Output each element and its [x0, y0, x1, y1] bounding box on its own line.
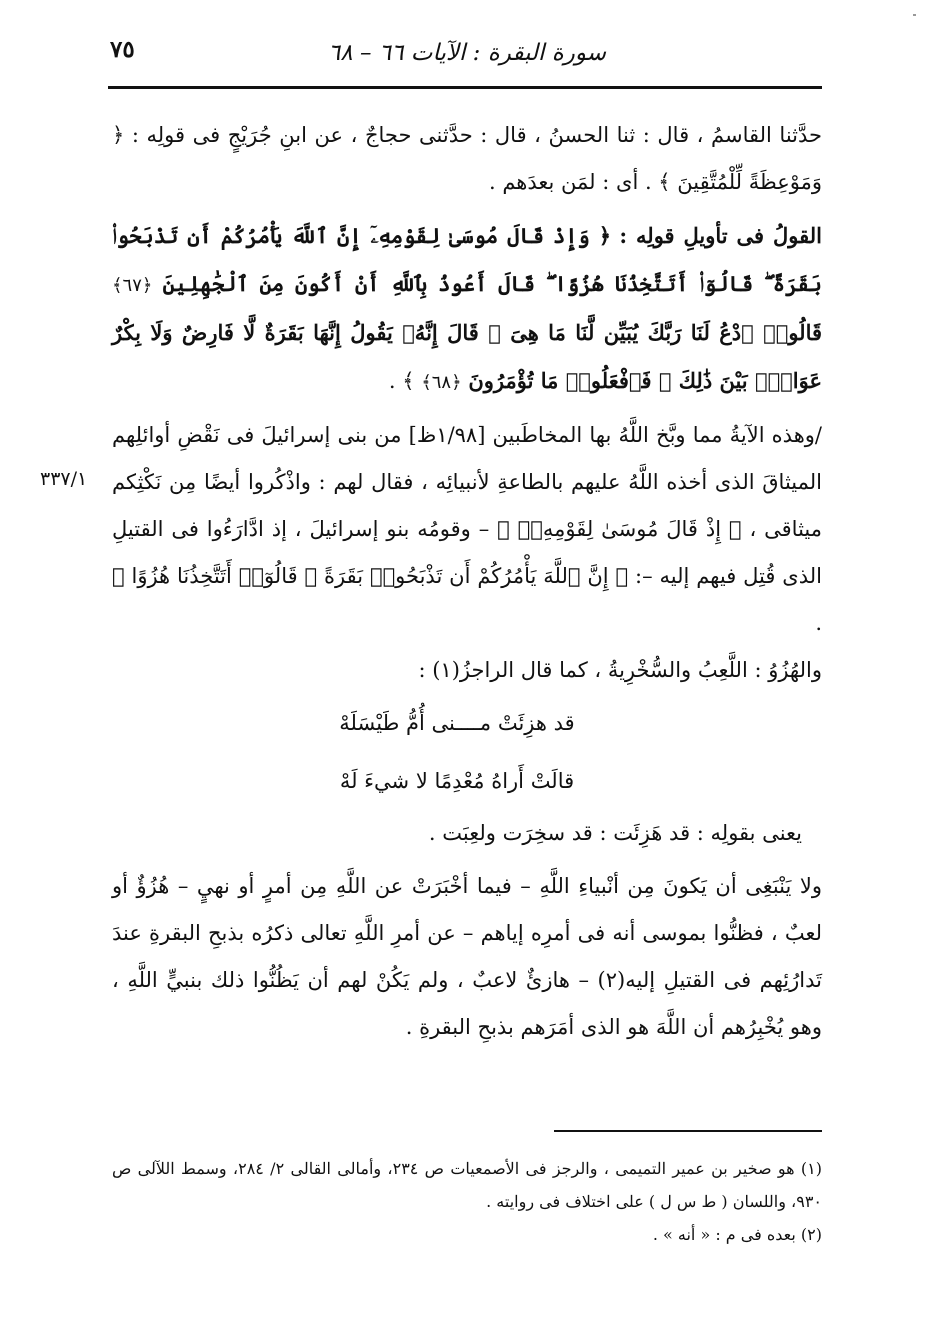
quran-text-b: قَالُوا۟ ٱدْعُ لَنَا رَبَّكَ يُبَيِّن لَّنَا مَا هِىَ ۚ قَالَ إِنَّهُۥ يَقُولُ إِنَّهَا بَقَرَةٌ لَّا فَارِضٌ وَلَا بِكْرٌ عَوَانٌۢ بَيْنَ ذَٰلِكَ ۖ فَٱفْعَلُوا۟ مَا تُؤْمَرُونَ [112, 320, 822, 393]
margin-reference: ٣٣٧/١ [40, 468, 88, 490]
quran-close: ﴾ . [388, 369, 415, 393]
paragraph-isnad: حدَّثنا القاسمُ ، قال : ثنا الحسنُ ، قال : حدَّثنى حجاجٌ ، عن ابنِ جُرَيْجٍ فى قولِه : ﴿ وَمَوْعِظَةً لِّلْمُتَّقِينَ ﴾ . أى : لمَن بعدَهم . [112, 123, 822, 194]
verse-number-68: ﴿٦٨﴾ [421, 372, 462, 393]
body-text [112, 112, 822, 1051]
header-rule [108, 86, 822, 89]
verse-number-67: ﴿٦٧﴾ [112, 275, 153, 296]
paragraph-definition: والهُزُوُ : اللَّعِبُ والسُّخْرِيةُ ، كما قال الراجزُ(١) : [418, 658, 822, 682]
poetry-block [112, 694, 822, 810]
footnote-1: (١) هو صخير بن عمير التميمى ، والرجز فى الأصمعيات ص ٢٣٤، وأمالى القالى ٢/ ٢٨٤، وسمط اللآلى ص ٩٣٠، واللسان ( ط س ل ) على اختلاف فى روايته . [112, 1159, 822, 1211]
paragraph-explanation: يعنى بقولِه : قد هَزِئَت : قد سخِرَت ولعِبَت . [428, 821, 802, 845]
quran-text-a: ﴿ وَإِذْ قَالَ مُوسَىٰ لِقَوْمِهِۦٓ إِنَّ ٱللَّهَ يَأْمُرُكُمْ أَن تَذْبَحُوا۟ بَقَرَةً ۖ قَالُوٓا۟ أَتَتَّخِذُنَا هُزُوًا ۖ قَالَ أَعُوذُ بِٱللَّهِ أَنْ أَكُونَ مِنَ ٱلْجَٰهِلِينَ [112, 223, 822, 296]
paragraph-argument: ولا يَنْبَغِى أن يَكونَ مِن أنْبياءِ اللَّهِ – فيما أخْبَرَتْ عن اللَّهِ مِن أمرٍ أو نهيٍ – هُزُؤٌ أو لعبٌ ، فظنُّوا بموسى أنه فى أمرِه إياهم – عن أمرِ اللَّهِ تعالى ذكرُه بذبحِ البقرةِ عندَ تَدارُئِهم فى القتيلِ إليه(٢) – هازئٌ لاعبٌ ، ولم يَكُنْ لهم أن يَظُنُّوا ذلك بنبيٍّ اللَّهِ ، وهو يُخْبِرُهم أن اللَّهَ هو الذى أمَرَهم بذبحِ البقرةِ . [112, 874, 822, 1039]
running-head-title: سورة البقرة : الآيات ٦٦ – ٦٨ [327, 40, 607, 66]
lemma-heading: القولُ فى تأويلِ قولِه : [619, 223, 822, 248]
poetry-line-2: قالَتْ أَراهُ مُعْدِمًا لا شيءَ لَهْ [339, 769, 575, 793]
paragraph-commentary: /وهذه الآيةُ مما وبَّخ اللَّهُ بها المخاطَبين [١/٩٨ظ] من بنى إسرائيلَ فى نَقْضِ أوائلِهم الميثاقَ الذى أخذه اللَّهُ عليهم بالطاعةِ لأنبيائِه ، فقال لهم : واذْكُروا أيضًا مِن نَكْثِكم ميثاقى ، ﴿ إِذْ قَالَ مُوسَىٰ لِقَوْمِهِۦٓ ﴾ – وقومُه بنو إسرائيلَ ، إذ ادَّارَءُوا فى القتيلِ الذى قُتِل فيهم إليه –: ﴿ إِنَّ ٱللَّهَ يَأْمُرُكُمْ أَن تَذْبَحُوا۟ بَقَرَةً ۖ قَالُوٓا۟ أَتَتَّخِذُنَا هُزُوًا ﴾ . [112, 423, 822, 635]
footnote-rule [554, 1130, 822, 1132]
page-number: ٧٥ [110, 36, 135, 63]
running-head [110, 28, 824, 78]
footnotes [112, 1152, 822, 1251]
paragraph-lemma [112, 212, 822, 406]
poetry-line-1: قد هزِئَتْ مــــنى أُمُّ طَيْسَلَهْ [339, 711, 575, 735]
footnote-2: (٢) بعده فى م : « أنه » . [652, 1225, 822, 1244]
scan-speck [913, 14, 916, 16]
